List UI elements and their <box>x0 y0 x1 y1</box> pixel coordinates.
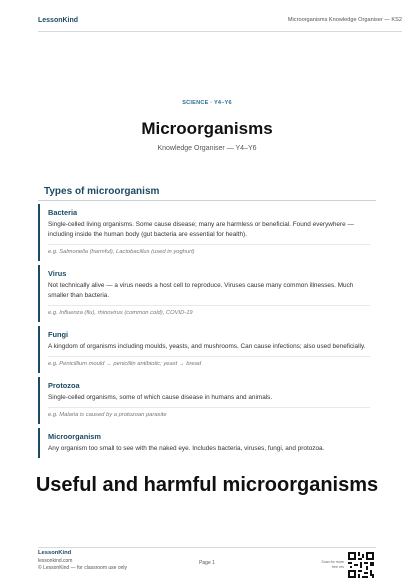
glossary-card-protozoa <box>38 377 376 424</box>
footer-brand: LessonKind <box>38 550 72 556</box>
glossary-card-fungi <box>38 326 376 373</box>
section-heading-useful-harmful: Useful and harmful microorganisms <box>35 474 379 496</box>
footer-copyright: © LessonKind — for classroom use only <box>38 565 128 571</box>
qr-code-icon[interactable] <box>348 552 374 578</box>
card-divider <box>48 305 370 306</box>
page-footer <box>38 550 376 580</box>
footer-site-link[interactable]: lessonkind.com <box>38 558 73 564</box>
glossary-term: Protozoa <box>48 381 80 390</box>
glossary-term: Bacteria <box>48 208 78 217</box>
glossary-definition: Single-celled organisms, some of which cause disease in humans and animals. <box>48 394 273 401</box>
section-heading-types: Types of microorganism <box>44 186 160 197</box>
glossary-definition: Any organism too small to see with the naked eye. Includes bacteria, viruses, fungi, and protozoa. <box>48 445 325 452</box>
glossary-example: e.g. Malaria is caused by a protozoan parasite <box>48 412 167 418</box>
glossary-term: Microorganism <box>48 432 101 441</box>
section-divider <box>38 200 376 201</box>
card-divider <box>48 407 370 408</box>
page-subtitle: Knowledge Organiser — Y4–Y6 <box>157 145 257 152</box>
footer-divider <box>38 547 376 548</box>
glossary-list <box>38 204 376 462</box>
glossary-example: e.g. Salmonella (harmful), Lactobacillus (used in yoghurt) <box>48 249 195 255</box>
brand-logo-text[interactable]: LessonKind <box>38 17 79 24</box>
qr-caption: Scan for more free res <box>321 560 344 569</box>
page-number: Page 1 <box>199 560 215 566</box>
glossary-example: e.g. Penicillium mould → penicillin antibiotic; yeast → bread <box>48 361 202 367</box>
header-divider <box>38 31 402 32</box>
glossary-definition: Not technically alive — a virus needs a host cell to reproduce. Viruses cause many common illnesses. Much smaller than bacteria. <box>48 282 354 299</box>
glossary-definition: A kingdom of organisms including moulds, yeasts, and mushrooms. Can cause infections; also used beneficially. <box>48 343 366 350</box>
glossary-definition: Single-celled living organisms. Some cause disease; many are harmless or beneficial. Found everywhere — including inside the human body (gut bacteria are essential for health). <box>48 221 354 238</box>
glossary-term: Virus <box>48 269 67 278</box>
glossary-card-bacteria <box>38 204 376 261</box>
glossary-example: e.g. Influenza (flu), rhinovirus (common cold), COVID-19 <box>48 310 193 316</box>
glossary-card-microorganism <box>38 428 376 458</box>
card-divider <box>48 356 370 357</box>
card-divider <box>48 244 370 245</box>
document-title: Microorganisms Knowledge Organiser — KS2 <box>287 17 402 23</box>
glossary-card-virus <box>38 265 376 322</box>
page-title: Microorganisms <box>141 119 273 138</box>
glossary-term: Fungi <box>48 330 69 339</box>
subject-eyebrow: SCIENCE · Y4–Y6 <box>182 100 232 106</box>
